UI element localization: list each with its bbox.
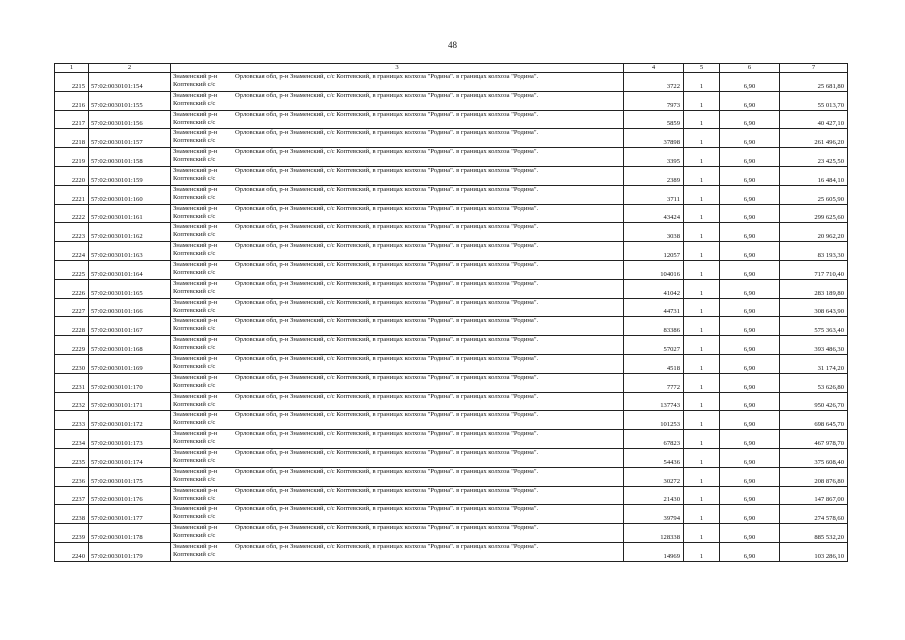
location-description: Орловская обл, р-н Знаменский, с/с Коптевский, в границах колхоза "Родина". в границах колхоза "Родина".: [235, 448, 539, 456]
cost-value: 274 578,60: [780, 505, 848, 524]
cost-value: 40 427,10: [780, 110, 848, 129]
header-col-2: 2: [89, 64, 171, 73]
area-value: 5859: [624, 110, 684, 129]
location-description: Орловская обл, р-н Знаменский, с/с Коптевский, в границах колхоза "Родина". в границах колхоза "Родина".: [235, 542, 539, 550]
table-row: [55, 129, 848, 148]
location-cell: [171, 430, 624, 449]
location-cell: [171, 298, 624, 317]
location-cell: [171, 260, 624, 279]
village-council-name: Коптевский с/с: [173, 475, 216, 483]
district-name: Знаменский р-н: [173, 148, 218, 156]
table-row: [55, 73, 848, 92]
rate-value: 6,90: [720, 148, 780, 167]
header-col-3: 3: [171, 64, 624, 73]
cost-value: 393 486,30: [780, 336, 848, 355]
location-cell: [171, 317, 624, 336]
area-value: 7772: [624, 373, 684, 392]
location-cell: [171, 129, 624, 148]
location-cell: [171, 524, 624, 543]
cost-value: 950 426,70: [780, 392, 848, 411]
location-cell: [171, 411, 624, 430]
cadastral-number: 57:02:0030101:168: [89, 336, 171, 355]
cost-value: 53 626,80: [780, 373, 848, 392]
cost-value: 261 496,20: [780, 129, 848, 148]
table-row: [55, 373, 848, 392]
row-number: 2223: [55, 223, 89, 242]
cost-value: 208 876,80: [780, 467, 848, 486]
share-value: 1: [684, 354, 720, 373]
share-value: 1: [684, 505, 720, 524]
cadastral-number: 57:02:0030101:165: [89, 279, 171, 298]
table-body: [55, 73, 848, 562]
cost-value: 375 608,40: [780, 448, 848, 467]
table-header-row: [55, 64, 848, 73]
row-number: 2238: [55, 505, 89, 524]
location-description: Орловская обл, р-н Знаменский, с/с Коптевский, в границах колхоза "Родина". в границах колхоза "Родина".: [235, 298, 539, 306]
location-cell: [171, 448, 624, 467]
cadastral-number: 57:02:0030101:161: [89, 204, 171, 223]
area-value: 3038: [624, 223, 684, 242]
cadastral-number: 57:02:0030101:169: [89, 354, 171, 373]
location-cell: [171, 336, 624, 355]
village-council-name: Коптевский с/с: [173, 325, 216, 333]
district-name: Знаменский р-н: [173, 242, 218, 250]
cadastral-number: 57:02:0030101:163: [89, 242, 171, 261]
header-col-1: 1: [55, 64, 89, 73]
district-name: Знаменский р-н: [173, 392, 218, 400]
location-description: Орловская обл, р-н Знаменский, с/с Коптевский, в границах колхоза "Родина". в границах колхоза "Родина".: [235, 110, 539, 118]
share-value: 1: [684, 73, 720, 92]
cost-value: 283 189,80: [780, 279, 848, 298]
village-council-name: Коптевский с/с: [173, 269, 216, 276]
location-description: Орловская обл, р-н Знаменский, с/с Коптевский, в границах колхоза "Родина". в границах колхоза "Родина".: [235, 373, 539, 381]
rate-value: 6,90: [720, 317, 780, 336]
location-description: Орловская обл, р-н Знаменский, с/с Коптевский, в границах колхоза "Родина". в границах колхоза "Родина".: [235, 505, 539, 513]
district-name: Знаменский р-н: [173, 204, 218, 212]
location-description: Орловская обл, р-н Знаменский, с/с Коптевский, в границах колхоза "Родина". в границах колхоза "Родина".: [235, 486, 539, 494]
village-council-name: Коптевский с/с: [173, 381, 216, 389]
rate-value: 6,90: [720, 73, 780, 92]
table-row: [55, 448, 848, 467]
area-value: 2389: [624, 166, 684, 185]
district-name: Знаменский р-н: [173, 110, 218, 118]
location-description: Орловская обл, р-н Знаменский, с/с Коптевский, в границах колхоза "Родина". в границах колхоза "Родина".: [235, 430, 539, 438]
area-value: 14969: [624, 542, 684, 561]
cadastral-number: 57:02:0030101:176: [89, 486, 171, 505]
area-value: 39794: [624, 505, 684, 524]
cadastral-number: 57:02:0030101:158: [89, 148, 171, 167]
location-cell: [171, 392, 624, 411]
rate-value: 6,90: [720, 129, 780, 148]
row-number: 2226: [55, 279, 89, 298]
table-row: [55, 354, 848, 373]
row-number: 2239: [55, 524, 89, 543]
village-council-name: Коптевский с/с: [173, 99, 216, 107]
table-row: [55, 486, 848, 505]
location-description: Орловская обл, р-н Знаменский, с/с Коптевский, в границах колхоза "Родина". в границах колхоза "Родина".: [235, 223, 539, 231]
table-row: [55, 204, 848, 223]
cadastral-number: 57:02:0030101:160: [89, 185, 171, 204]
row-number: 2218: [55, 129, 89, 148]
village-council-name: Коптевский с/с: [173, 513, 216, 521]
table-row: [55, 166, 848, 185]
village-council-name: Коптевский с/с: [173, 532, 216, 540]
table-row: [55, 542, 848, 561]
location-description: Орловская обл, р-н Знаменский, с/с Коптевский, в границах колхоза "Родина". в границах колхоза "Родина".: [235, 185, 539, 193]
cadastral-number: 57:02:0030101:175: [89, 467, 171, 486]
header-col-5: 5: [684, 64, 720, 73]
area-value: 21430: [624, 486, 684, 505]
table-row: [55, 242, 848, 261]
rate-value: 6,90: [720, 524, 780, 543]
cost-value: 103 286,10: [780, 542, 848, 561]
cadastral-number: 57:02:0030101:173: [89, 430, 171, 449]
row-number: 2224: [55, 242, 89, 261]
rate-value: 6,90: [720, 204, 780, 223]
location-cell: [171, 542, 624, 561]
village-council-name: Коптевский с/с: [173, 118, 216, 126]
district-name: Знаменский р-н: [173, 129, 218, 137]
table-row: [55, 467, 848, 486]
location-description: Орловская обл, р-н Знаменский, с/с Коптевский, в границах колхоза "Родина". в границах колхоза "Родина".: [235, 73, 539, 80]
cadastral-number: 57:02:0030101:157: [89, 129, 171, 148]
table-row: [55, 223, 848, 242]
table-row: [55, 524, 848, 543]
row-number: 2220: [55, 166, 89, 185]
header-col-4: 4: [624, 64, 684, 73]
row-number: 2217: [55, 110, 89, 129]
cost-value: 31 174,20: [780, 354, 848, 373]
cost-value: 83 193,30: [780, 242, 848, 261]
location-description: Орловская обл, р-н Знаменский, с/с Коптевский, в границах колхоза "Родина". в границах колхоза "Родина".: [235, 260, 539, 268]
village-council-name: Коптевский с/с: [173, 156, 216, 164]
row-number: 2215: [55, 73, 89, 92]
land-plots-table-container: [54, 63, 847, 562]
location-cell: [171, 505, 624, 524]
district-name: Знаменский р-н: [173, 73, 218, 80]
row-number: 2229: [55, 336, 89, 355]
district-name: Знаменский р-н: [173, 91, 218, 99]
land-plots-table: [54, 63, 848, 562]
rate-value: 6,90: [720, 486, 780, 505]
area-value: 54436: [624, 448, 684, 467]
cadastral-number: 57:02:0030101:155: [89, 91, 171, 110]
village-council-name: Коптевский с/с: [173, 193, 216, 201]
cost-value: 575 363,40: [780, 317, 848, 336]
table-row: [55, 260, 848, 279]
village-council-name: Коптевский с/с: [173, 419, 216, 427]
area-value: 83386: [624, 317, 684, 336]
cost-value: 23 425,50: [780, 148, 848, 167]
location-description: Орловская обл, р-н Знаменский, с/с Коптевский, в границах колхоза "Родина". в границах колхоза "Родина".: [235, 279, 539, 287]
cost-value: 885 532,20: [780, 524, 848, 543]
area-value: 44731: [624, 298, 684, 317]
table-row: [55, 279, 848, 298]
share-value: 1: [684, 317, 720, 336]
row-number: 2221: [55, 185, 89, 204]
table-row: [55, 430, 848, 449]
cost-value: 308 643,90: [780, 298, 848, 317]
cost-value: 467 978,70: [780, 430, 848, 449]
district-name: Знаменский р-н: [173, 542, 218, 550]
share-value: 1: [684, 486, 720, 505]
share-value: 1: [684, 279, 720, 298]
cadastral-number: 57:02:0030101:156: [89, 110, 171, 129]
location-description: Орловская обл, р-н Знаменский, с/с Коптевский, в границах колхоза "Родина". в границах колхоза "Родина".: [235, 524, 539, 532]
share-value: 1: [684, 185, 720, 204]
row-number: 2228: [55, 317, 89, 336]
location-description: Орловская обл, р-н Знаменский, с/с Коптевский, в границах колхоза "Родина". в границах колхоза "Родина".: [235, 129, 539, 137]
rate-value: 6,90: [720, 373, 780, 392]
share-value: 1: [684, 110, 720, 129]
village-council-name: Коптевский с/с: [173, 250, 216, 258]
district-name: Знаменский р-н: [173, 505, 218, 513]
location-description: Орловская обл, р-н Знаменский, с/с Коптевский, в границах колхоза "Родина". в границах колхоза "Родина".: [235, 354, 539, 362]
location-cell: [171, 166, 624, 185]
share-value: 1: [684, 148, 720, 167]
share-value: 1: [684, 223, 720, 242]
location-cell: [171, 148, 624, 167]
rate-value: 6,90: [720, 336, 780, 355]
share-value: 1: [684, 373, 720, 392]
area-value: 43424: [624, 204, 684, 223]
village-council-name: Коптевский с/с: [173, 287, 216, 295]
village-council-name: Коптевский с/с: [173, 231, 216, 239]
rate-value: 6,90: [720, 166, 780, 185]
district-name: Знаменский р-н: [173, 467, 218, 475]
share-value: 1: [684, 166, 720, 185]
row-number: 2232: [55, 392, 89, 411]
village-council-name: Коптевский с/с: [173, 438, 216, 446]
village-council-name: Коптевский с/с: [173, 344, 216, 352]
table-row: [55, 317, 848, 336]
rate-value: 6,90: [720, 279, 780, 298]
district-name: Знаменский р-н: [173, 373, 218, 381]
cadastral-number: 57:02:0030101:170: [89, 373, 171, 392]
village-council-name: Коптевский с/с: [173, 212, 216, 220]
location-cell: [171, 279, 624, 298]
cadastral-number: 57:02:0030101:172: [89, 411, 171, 430]
village-council-name: Коптевский с/с: [173, 456, 216, 464]
rate-value: 6,90: [720, 354, 780, 373]
area-value: 3711: [624, 185, 684, 204]
rate-value: 6,90: [720, 91, 780, 110]
village-council-name: Коптевский с/с: [173, 494, 216, 502]
location-cell: [171, 73, 624, 92]
cadastral-number: 57:02:0030101:162: [89, 223, 171, 242]
location-description: Орловская обл, р-н Знаменский, с/с Коптевский, в границах колхоза "Родина". в границах колхоза "Родина".: [235, 166, 539, 174]
rate-value: 6,90: [720, 467, 780, 486]
share-value: 1: [684, 524, 720, 543]
table-row: [55, 411, 848, 430]
rate-value: 6,90: [720, 430, 780, 449]
header-col-7: 7: [780, 64, 848, 73]
share-value: 1: [684, 542, 720, 561]
area-value: 137743: [624, 392, 684, 411]
page-number: 48: [448, 40, 457, 50]
location-description: Орловская обл, р-н Знаменский, с/с Коптевский, в границах колхоза "Родина". в границах колхоза "Родина".: [235, 242, 539, 250]
share-value: 1: [684, 336, 720, 355]
cost-value: 698 645,70: [780, 411, 848, 430]
area-value: 7973: [624, 91, 684, 110]
rate-value: 6,90: [720, 242, 780, 261]
area-value: 37898: [624, 129, 684, 148]
row-number: 2230: [55, 354, 89, 373]
location-description: Орловская обл, р-н Знаменский, с/с Коптевский, в границах колхоза "Родина". в границах колхоза "Родина".: [235, 204, 539, 212]
row-number: 2231: [55, 373, 89, 392]
rate-value: 6,90: [720, 260, 780, 279]
table-row: [55, 91, 848, 110]
row-number: 2227: [55, 298, 89, 317]
location-cell: [171, 91, 624, 110]
cost-value: 25 681,80: [780, 73, 848, 92]
area-value: 3722: [624, 73, 684, 92]
area-value: 57027: [624, 336, 684, 355]
district-name: Знаменский р-н: [173, 411, 218, 419]
share-value: 1: [684, 392, 720, 411]
location-cell: [171, 373, 624, 392]
share-value: 1: [684, 467, 720, 486]
share-value: 1: [684, 411, 720, 430]
cost-value: 20 962,20: [780, 223, 848, 242]
cadastral-number: 57:02:0030101:167: [89, 317, 171, 336]
rate-value: 6,90: [720, 411, 780, 430]
location-cell: [171, 354, 624, 373]
location-description: Орловская обл, р-н Знаменский, с/с Коптевский, в границах колхоза "Родина". в границах колхоза "Родина".: [235, 336, 539, 344]
location-description: Орловская обл, р-н Знаменский, с/с Коптевский, в границах колхоза "Родина". в границах колхоза "Родина".: [235, 148, 539, 156]
cost-value: 147 867,00: [780, 486, 848, 505]
location-cell: [171, 242, 624, 261]
cadastral-number: 57:02:0030101:164: [89, 260, 171, 279]
cost-value: 299 625,60: [780, 204, 848, 223]
district-name: Знаменский р-н: [173, 166, 218, 174]
rate-value: 6,90: [720, 505, 780, 524]
district-name: Знаменский р-н: [173, 448, 218, 456]
district-name: Знаменский р-н: [173, 486, 218, 494]
area-value: 101253: [624, 411, 684, 430]
row-number: 2222: [55, 204, 89, 223]
area-value: 104016: [624, 260, 684, 279]
location-description: Орловская обл, р-н Знаменский, с/с Коптевский, в границах колхоза "Родина". в границах колхоза "Родина".: [235, 317, 539, 325]
rate-value: 6,90: [720, 392, 780, 411]
area-value: 30272: [624, 467, 684, 486]
rate-value: 6,90: [720, 185, 780, 204]
village-council-name: Коптевский с/с: [173, 137, 216, 145]
village-council-name: Коптевский с/с: [173, 81, 216, 89]
location-cell: [171, 185, 624, 204]
location-description: Орловская обл, р-н Знаменский, с/с Коптевский, в границах колхоза "Родина". в границах колхоза "Родина".: [235, 411, 539, 419]
district-name: Знаменский р-н: [173, 317, 218, 325]
cadastral-number: 57:02:0030101:178: [89, 524, 171, 543]
area-value: 3395: [624, 148, 684, 167]
village-council-name: Коптевский с/с: [173, 306, 216, 314]
table-row: [55, 298, 848, 317]
table-row: [55, 110, 848, 129]
village-council-name: Коптевский с/с: [173, 400, 216, 408]
area-value: 41042: [624, 279, 684, 298]
district-name: Знаменский р-н: [173, 223, 218, 231]
district-name: Знаменский р-н: [173, 524, 218, 532]
cost-value: 717 710,40: [780, 260, 848, 279]
area-value: 67823: [624, 430, 684, 449]
row-number: 2235: [55, 448, 89, 467]
village-council-name: Коптевский с/с: [173, 175, 216, 183]
cost-value: 25 605,90: [780, 185, 848, 204]
rate-value: 6,90: [720, 298, 780, 317]
row-number: 2233: [55, 411, 89, 430]
share-value: 1: [684, 430, 720, 449]
table-row: [55, 336, 848, 355]
share-value: 1: [684, 91, 720, 110]
location-description: Орловская обл, р-н Знаменский, с/с Коптевский, в границах колхоза "Родина". в границах колхоза "Родина".: [235, 467, 539, 475]
table-row: [55, 505, 848, 524]
district-name: Знаменский р-н: [173, 185, 218, 193]
row-number: 2219: [55, 148, 89, 167]
rate-value: 6,90: [720, 223, 780, 242]
share-value: 1: [684, 260, 720, 279]
location-description: Орловская обл, р-н Знаменский, с/с Коптевский, в границах колхоза "Родина". в границах колхоза "Родина".: [235, 91, 539, 99]
cadastral-number: 57:02:0030101:177: [89, 505, 171, 524]
share-value: 1: [684, 129, 720, 148]
cadastral-number: 57:02:0030101:159: [89, 166, 171, 185]
cadastral-number: 57:02:0030101:171: [89, 392, 171, 411]
row-number: 2216: [55, 91, 89, 110]
share-value: 1: [684, 242, 720, 261]
row-number: 2237: [55, 486, 89, 505]
rate-value: 6,90: [720, 110, 780, 129]
cost-value: 55 013,70: [780, 91, 848, 110]
cadastral-number: 57:02:0030101:179: [89, 542, 171, 561]
table-row: [55, 148, 848, 167]
row-number: 2234: [55, 430, 89, 449]
district-name: Знаменский р-н: [173, 260, 218, 268]
location-description: Орловская обл, р-н Знаменский, с/с Коптевский, в границах колхоза "Родина". в границах колхоза "Родина".: [235, 392, 539, 400]
share-value: 1: [684, 204, 720, 223]
location-cell: [171, 223, 624, 242]
district-name: Знаменский р-н: [173, 279, 218, 287]
district-name: Знаменский р-н: [173, 298, 218, 306]
rate-value: 6,90: [720, 448, 780, 467]
table-row: [55, 392, 848, 411]
table-row: [55, 185, 848, 204]
row-number: 2236: [55, 467, 89, 486]
district-name: Знаменский р-н: [173, 336, 218, 344]
location-cell: [171, 467, 624, 486]
location-cell: [171, 110, 624, 129]
row-number: 2225: [55, 260, 89, 279]
village-council-name: Коптевский с/с: [173, 362, 216, 370]
district-name: Знаменский р-н: [173, 430, 218, 438]
header-col-6: 6: [720, 64, 780, 73]
area-value: 128338: [624, 524, 684, 543]
location-cell: [171, 204, 624, 223]
location-cell: [171, 486, 624, 505]
share-value: 1: [684, 448, 720, 467]
area-value: 4518: [624, 354, 684, 373]
cost-value: 16 484,10: [780, 166, 848, 185]
share-value: 1: [684, 298, 720, 317]
district-name: Знаменский р-н: [173, 354, 218, 362]
cadastral-number: 57:02:0030101:166: [89, 298, 171, 317]
rate-value: 6,90: [720, 542, 780, 561]
cadastral-number: 57:02:0030101:174: [89, 448, 171, 467]
cadastral-number: 57:02:0030101:154: [89, 73, 171, 92]
area-value: 12057: [624, 242, 684, 261]
row-number: 2240: [55, 542, 89, 561]
village-council-name: Коптевский с/с: [173, 550, 216, 558]
